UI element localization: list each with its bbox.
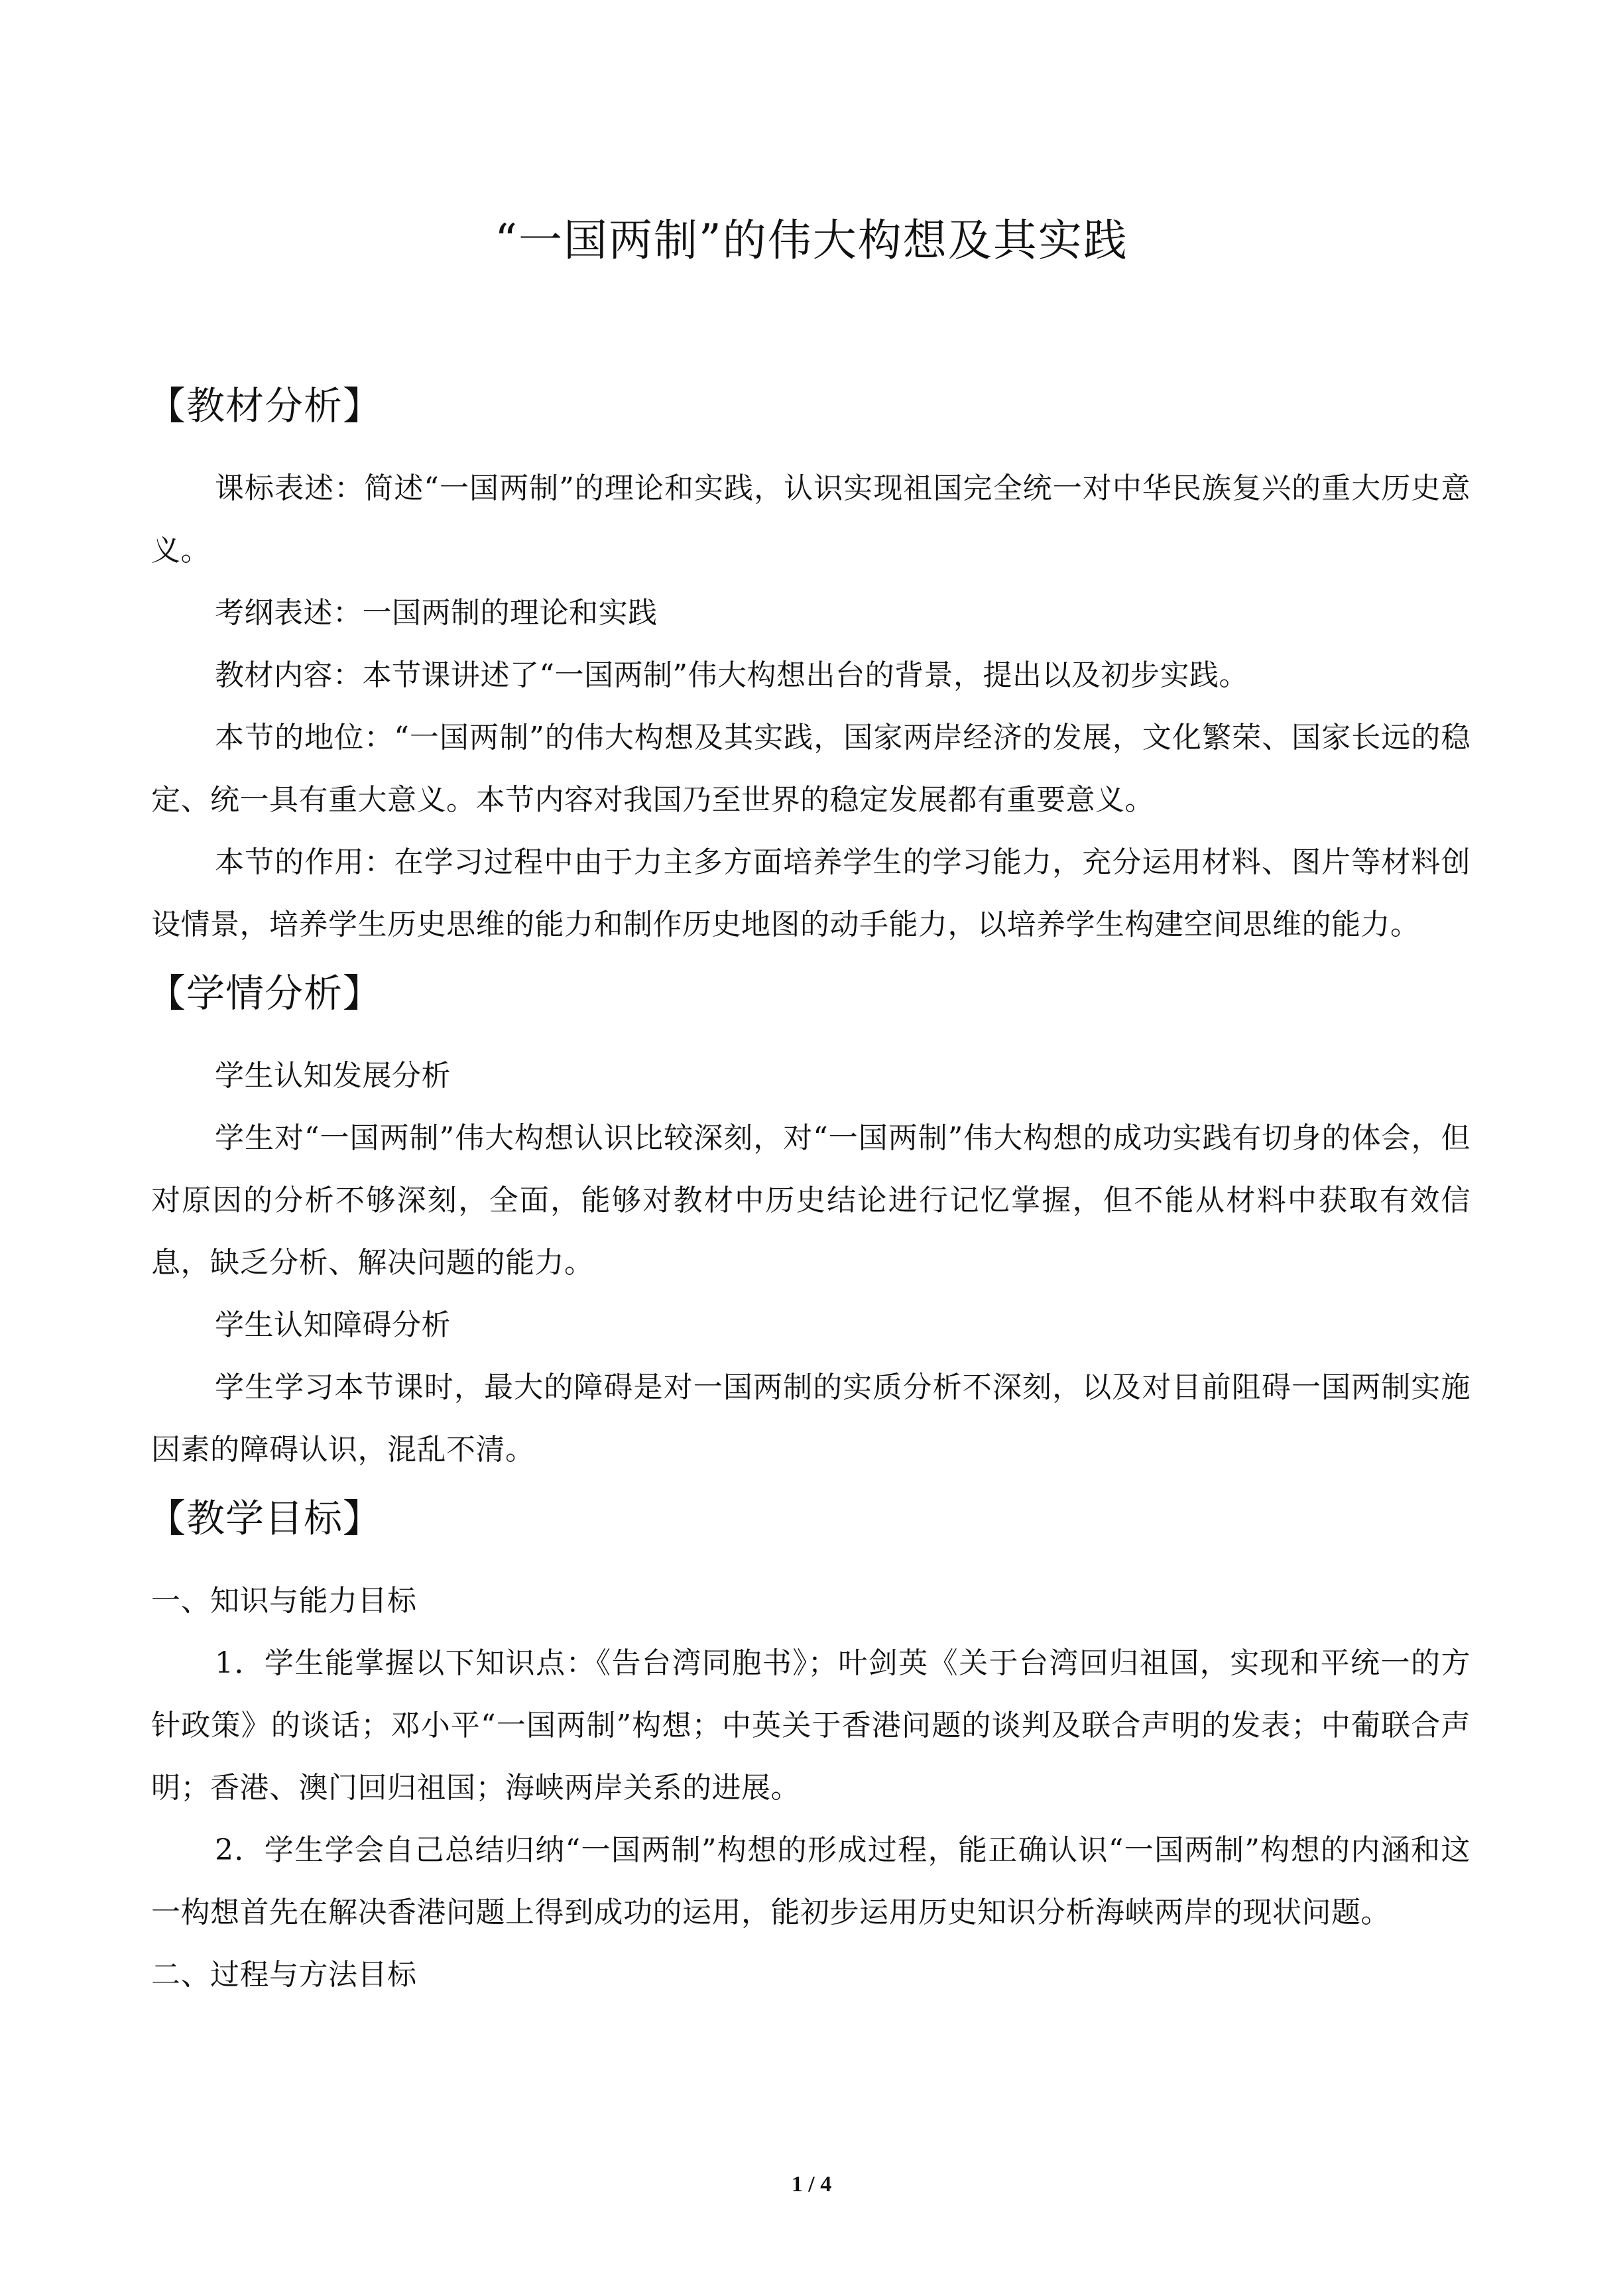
subheading-knowledge-ability: 一、知识与能力目标 [151, 1584, 417, 1618]
page-number: 1 / 4 [791, 2172, 832, 2197]
goal-item-2: 2．学生学会自己总结归纳“一国两制”构想的形成过程，能正确认识“一国两制”构想的内涵和这一构想首先在解决香港问题上得到成功的运用，能初步运用历史知识分析海峡两岸的现状问题。 [151, 1833, 1471, 1929]
heading-student-analysis: 【学情分析】 [147, 971, 383, 1016]
paragraph-cognitive-development-title: 学生认知发展分析 [215, 1059, 451, 1093]
paragraph-cognitive-obstacle-title: 学生认知障碍分析 [215, 1308, 451, 1342]
heading-teaching-goals: 【教学目标】 [147, 1496, 383, 1541]
page-title: “一国两制”的伟大构想及其实践 [495, 215, 1128, 266]
paragraph-exam-statement: 考纲表述：一国两制的理论和实践 [215, 596, 658, 630]
paragraph-section-role: 本节的作用：在学习过程中由于力主多方面培养学生的学习能力，充分运用材料、图片等材料创设情景，培养学生历史思维的能力和制作历史地图的动手能力，以培养学生构建空间思维的能力。 [151, 845, 1471, 941]
paragraph-cognitive-obstacle: 学生学习本节课时，最大的障碍是对一国两制的实质分析不深刻，以及对目前阻碍一国两制实施因素的障碍认识，混乱不清。 [151, 1370, 1471, 1467]
heading-textbook-analysis: 【教材分析】 [147, 383, 383, 428]
subheading-process-method: 二、过程与方法目标 [151, 1958, 417, 1992]
document-body [147, 378, 1471, 2006]
paragraph-textbook-content: 教材内容：本节课讲述了“一国两制”伟大构想出台的背景，提出以及初步实践。 [215, 658, 1248, 692]
paragraph-section-status: 本节的地位：“一国两制”的伟大构想及其实践，国家两岸经济的发展，文化繁荣、国家长远的稳定、统一具有重大意义。本节内容对我国乃至世界的稳定发展都有重要意义。 [151, 721, 1471, 817]
paragraph-cognitive-development: 学生对“一国两制”伟大构想认识比较深刻，对“一国两制”伟大构想的成功实践有切身的体会，但对原因的分析不够深刻，全面，能够对教材中历史结论进行记忆掌握，但不能从材料中获取有效信息，缺乏分析、解决问题的能力。 [151, 1121, 1471, 1280]
goal-item-1: 1．学生能掌握以下知识点：《告台湾同胞书》；叶剑英《关于台湾回归祖国，实现和平统一的方针政策》的谈话；邓小平“一国两制”构想；中英关于香港问题的谈判及联合声明的发表；中葡联合声明；香港、澳门回归祖国；海峡两岸关系的进展。 [151, 1646, 1471, 1805]
paragraph-curriculum-statement: 课标表述：简述“一国两制”的理论和实践，认识实现祖国完全统一对中华民族复兴的重大历史意义。 [151, 471, 1471, 568]
